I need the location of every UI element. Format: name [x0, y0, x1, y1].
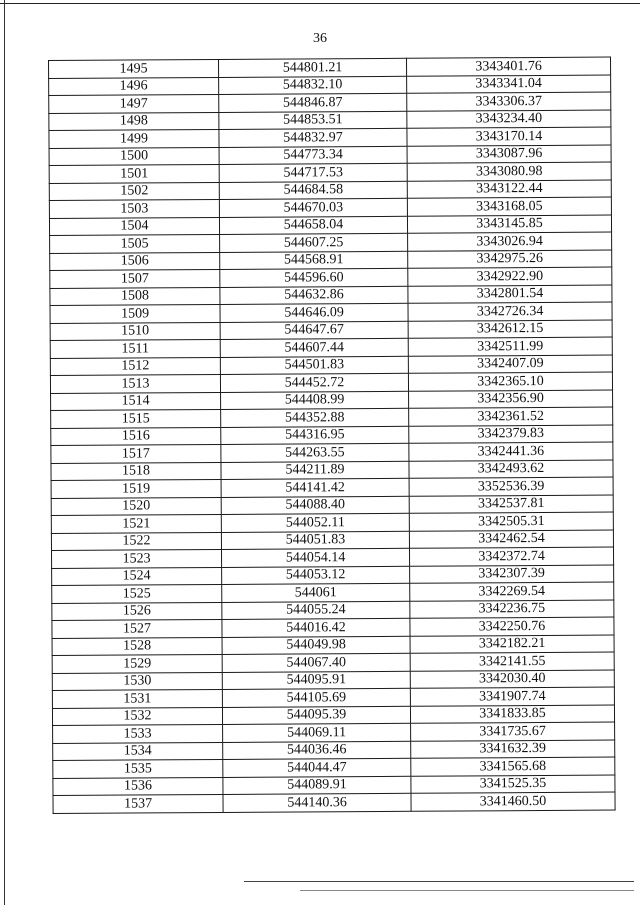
y-coordinate-cell: 3342269.54 — [410, 582, 614, 601]
y-coordinate-cell: 3342379.83 — [409, 425, 613, 444]
x-coordinate-cell: 544773.34 — [219, 146, 407, 165]
point-number-cell: 1534 — [53, 742, 223, 761]
y-coordinate-cell: 3343306.37 — [407, 92, 611, 111]
x-coordinate-cell: 544211.89 — [221, 461, 409, 480]
y-coordinate-cell: 3342612.15 — [408, 320, 612, 339]
x-coordinate-cell: 544607.44 — [220, 338, 408, 357]
x-coordinate-cell: 544053.12 — [222, 566, 410, 585]
x-coordinate-cell: 544832.97 — [219, 128, 407, 147]
y-coordinate-cell: 3342407.09 — [408, 355, 612, 374]
point-number-cell: 1502 — [49, 182, 219, 201]
point-number-cell: 1515 — [51, 409, 221, 428]
page-left-edge — [4, 0, 5, 905]
point-number-cell: 1533 — [53, 724, 223, 743]
point-number-cell: 1531 — [52, 689, 222, 708]
y-coordinate-cell: 3343122.44 — [407, 180, 611, 199]
x-coordinate-cell: 544067.40 — [222, 653, 410, 672]
x-coordinate-cell: 544646.09 — [220, 303, 408, 322]
point-number-cell: 1529 — [52, 654, 222, 673]
y-coordinate-cell: 3342236.75 — [410, 600, 614, 619]
y-coordinate-cell: 3343341.04 — [407, 75, 611, 94]
x-coordinate-cell: 544141.42 — [221, 478, 409, 497]
y-coordinate-cell: 3343170.14 — [407, 127, 611, 146]
x-coordinate-cell: 544052.11 — [221, 513, 409, 532]
y-coordinate-cell: 3352536.39 — [409, 477, 613, 496]
point-number-cell: 1498 — [49, 112, 219, 131]
point-number-cell: 1519 — [51, 479, 221, 498]
y-coordinate-cell: 3342801.54 — [408, 285, 612, 304]
y-coordinate-cell: 3342182.21 — [410, 635, 614, 654]
point-number-cell: 1527 — [52, 619, 222, 638]
point-number-cell: 1518 — [51, 462, 221, 481]
point-number-cell: 1511 — [50, 339, 220, 358]
page-top-edge — [0, 3, 640, 4]
point-number-cell: 1524 — [52, 567, 222, 586]
x-coordinate-cell: 544088.40 — [221, 496, 409, 515]
point-number-cell: 1500 — [49, 147, 219, 166]
y-coordinate-cell: 3341907.74 — [410, 687, 614, 706]
y-coordinate-cell: 3342493.62 — [409, 460, 613, 479]
point-number-cell: 1512 — [50, 357, 220, 376]
x-coordinate-cell: 544632.86 — [220, 286, 408, 305]
y-coordinate-cell: 3342726.34 — [408, 302, 612, 321]
footer-rule-secondary — [300, 890, 634, 891]
x-coordinate-cell: 544408.99 — [221, 391, 409, 410]
y-coordinate-cell: 3342250.76 — [410, 617, 614, 636]
point-number-cell: 1517 — [51, 444, 221, 463]
y-coordinate-cell: 3342361.52 — [409, 407, 613, 426]
point-number-cell: 1528 — [52, 637, 222, 656]
point-number-cell: 1513 — [50, 374, 220, 393]
x-coordinate-cell: 544717.53 — [219, 163, 407, 182]
x-coordinate-cell: 544095.39 — [222, 706, 410, 725]
x-coordinate-cell: 544647.67 — [220, 321, 408, 340]
table-row — [53, 792, 615, 813]
point-number-cell: 1520 — [51, 497, 221, 516]
x-coordinate-cell: 544016.42 — [222, 618, 410, 637]
point-number-cell: 1496 — [49, 77, 219, 96]
point-number-cell: 1516 — [51, 427, 221, 446]
y-coordinate-cell: 3341833.85 — [410, 705, 614, 724]
y-coordinate-cell: 3342307.39 — [410, 565, 614, 584]
y-coordinate-cell: 3343401.76 — [406, 57, 610, 76]
coordinates-table-body — [49, 57, 616, 813]
x-coordinate-cell: 544352.88 — [221, 408, 409, 427]
point-number-cell: 1497 — [49, 94, 219, 113]
y-coordinate-cell: 3342505.31 — [409, 512, 613, 531]
x-coordinate-cell: 544801.21 — [218, 58, 406, 77]
point-number-cell: 1522 — [51, 532, 221, 551]
y-coordinate-cell: 3341525.35 — [411, 775, 615, 794]
x-coordinate-cell: 544670.03 — [219, 198, 407, 217]
x-coordinate-cell: 544089.91 — [223, 776, 411, 795]
point-number-cell: 1521 — [51, 514, 221, 533]
x-coordinate-cell: 544069.11 — [223, 723, 411, 742]
x-coordinate-cell: 544055.24 — [222, 601, 410, 620]
point-number-cell: 1525 — [52, 584, 222, 603]
y-coordinate-cell: 3342462.54 — [409, 530, 613, 549]
point-number-cell: 1530 — [52, 672, 222, 691]
x-coordinate-cell: 544049.98 — [222, 636, 410, 655]
x-coordinate-cell: 544846.87 — [219, 93, 407, 112]
y-coordinate-cell: 3342141.55 — [410, 652, 614, 671]
point-number-cell: 1537 — [53, 794, 223, 813]
y-coordinate-cell: 3342372.74 — [409, 547, 613, 566]
x-coordinate-cell: 544044.47 — [223, 758, 411, 777]
y-coordinate-cell: 3342922.90 — [408, 267, 612, 286]
x-coordinate-cell: 544051.83 — [221, 531, 409, 550]
y-coordinate-cell: 3342511.99 — [408, 337, 612, 356]
x-coordinate-cell: 544684.58 — [219, 181, 407, 200]
point-number-cell: 1509 — [50, 304, 220, 323]
point-number-cell: 1499 — [49, 129, 219, 148]
coordinates-table — [48, 57, 616, 814]
x-coordinate-cell: 544596.60 — [220, 268, 408, 287]
x-coordinate-cell: 544036.46 — [223, 741, 411, 760]
x-coordinate-cell: 544832.10 — [219, 76, 407, 95]
y-coordinate-cell: 3342356.90 — [409, 390, 613, 409]
point-number-cell: 1535 — [53, 759, 223, 778]
x-coordinate-cell: 544140.36 — [223, 793, 411, 812]
y-coordinate-cell: 3341565.68 — [411, 757, 615, 776]
x-coordinate-cell: 544501.83 — [220, 356, 408, 375]
x-coordinate-cell: 544054.14 — [221, 548, 409, 567]
y-coordinate-cell: 3341735.67 — [411, 722, 615, 741]
point-number-cell: 1506 — [50, 252, 220, 271]
y-coordinate-cell: 3342030.40 — [410, 670, 614, 689]
x-coordinate-cell: 544095.91 — [222, 671, 410, 690]
point-number-cell: 1510 — [50, 322, 220, 341]
x-coordinate-cell: 544607.25 — [220, 233, 408, 252]
point-number-cell: 1504 — [49, 217, 219, 236]
x-coordinate-cell: 544263.55 — [221, 443, 409, 462]
point-number-cell: 1501 — [49, 164, 219, 183]
y-coordinate-cell: 3343026.94 — [408, 232, 612, 251]
x-coordinate-cell: 544853.51 — [219, 111, 407, 130]
point-number-cell: 1514 — [51, 392, 221, 411]
point-number-cell: 1507 — [50, 269, 220, 288]
x-coordinate-cell: 544658.04 — [219, 216, 407, 235]
y-coordinate-cell: 3342975.26 — [408, 250, 612, 269]
point-number-cell: 1536 — [53, 777, 223, 796]
point-number-cell: 1508 — [50, 287, 220, 306]
y-coordinate-cell: 3343168.05 — [407, 197, 611, 216]
x-coordinate-cell: 544105.69 — [222, 688, 410, 707]
y-coordinate-cell: 3342537.81 — [409, 495, 613, 514]
y-coordinate-cell: 3342365.10 — [408, 372, 612, 391]
point-number-cell: 1503 — [49, 199, 219, 218]
y-coordinate-cell: 3343087.96 — [407, 145, 611, 164]
x-coordinate-cell: 544061 — [222, 583, 410, 602]
point-number-cell: 1526 — [52, 602, 222, 621]
x-coordinate-cell: 544568.91 — [220, 251, 408, 270]
footer-rule — [244, 881, 634, 882]
y-coordinate-cell: 3343080.98 — [407, 162, 611, 181]
y-coordinate-cell: 3341460.50 — [411, 792, 615, 811]
y-coordinate-cell: 3343234.40 — [407, 110, 611, 129]
point-number-cell: 1532 — [52, 707, 222, 726]
page-number: 36 — [313, 31, 327, 46]
y-coordinate-cell: 3342441.36 — [409, 442, 613, 461]
point-number-cell: 1523 — [51, 549, 221, 568]
x-coordinate-cell: 544316.95 — [221, 426, 409, 445]
x-coordinate-cell: 544452.72 — [220, 373, 408, 392]
coordinates-table-container — [48, 57, 615, 814]
point-number-cell: 1505 — [50, 234, 220, 253]
point-number-cell: 1495 — [49, 59, 219, 78]
y-coordinate-cell: 3341632.39 — [411, 740, 615, 759]
y-coordinate-cell: 3343145.85 — [407, 215, 611, 234]
